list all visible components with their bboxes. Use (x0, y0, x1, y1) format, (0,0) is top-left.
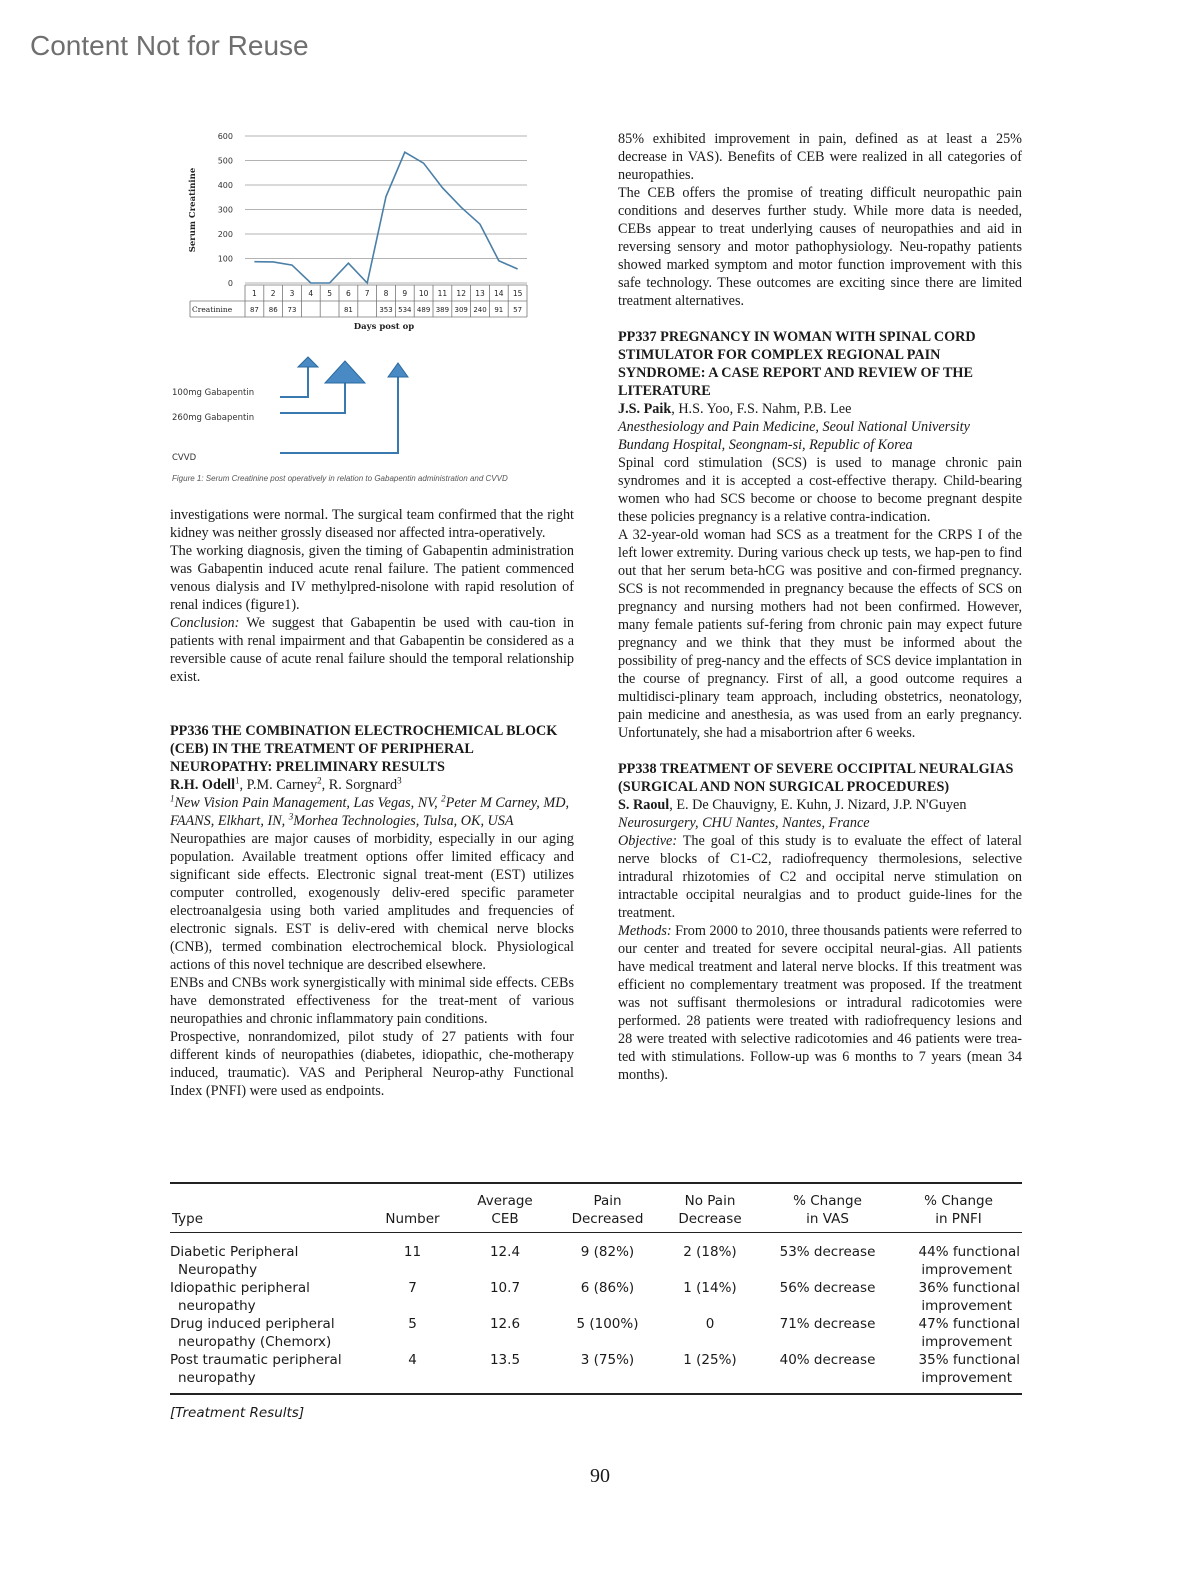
row-label: Creatinine (192, 305, 233, 314)
data-label: 73 (287, 306, 297, 314)
right-column (618, 130, 1022, 1084)
data-label: 534 (398, 306, 412, 314)
number-cell: 4 (408, 1352, 417, 1368)
header-line: Type (172, 1211, 204, 1227)
header-line: CEB (491, 1211, 519, 1227)
header-line: in VAS (806, 1211, 849, 1227)
pp336-title: PP336 THE COMBINATION ELECTROCHEMICAL BLOCK (CEB) IN THE TREATMENT OF PERIPHERAL NEUROPATHY: PRELIMINARY RESULTS (170, 723, 558, 775)
table-row (170, 1315, 1022, 1351)
y-tick-label: 300 (217, 205, 233, 215)
pp336-paragraph: ENBs and CNBs work synergistically with minimal side effects. CEBs have demonstrated effectiveness for the treat-ment of various neuropathies and chronic inflammatory pain conditions. (170, 975, 574, 1027)
legend-gaba260: 260mg Gabapentin (172, 413, 255, 423)
pp338-methods (618, 922, 1022, 1084)
pain-decreased-cell: 9 (82%) (580, 1244, 635, 1260)
x-tick-label: 14 (494, 289, 504, 298)
table-row (170, 1279, 1022, 1315)
avg-ceb-cell: 13.5 (489, 1352, 521, 1368)
pp337-paragraph: Spinal cord stimulation (SCS) is used to manage chronic pain syndromes and it is accepted a cost-effective therapy. Child-bearing women who had SCS become or choose to become pregnant despite these policies pregnancy is a relative contra-indication. (618, 455, 1022, 525)
avg-ceb-cell: 12.6 (489, 1316, 521, 1332)
conclusion-paragraph (170, 614, 574, 686)
pp338-objective (618, 832, 1022, 922)
pp336-affiliations: $^1$New Vision Pain Management, Las Vegas, NV, $^2$Peter M Carney, MD, FAANS, Elkhart, IN, $^3$Morhea Technologies, Tulsa, OK, USA (170, 793, 569, 829)
type-cell (170, 1233, 370, 1280)
table-header-cell (895, 1183, 1022, 1233)
y-tick-label: 100 (217, 254, 233, 264)
x-tick-label: 15 (512, 289, 523, 298)
data-label: 81 (343, 306, 353, 314)
treatment-results-table (170, 1182, 1022, 1395)
pnfi-change-cell (895, 1233, 1022, 1280)
pnfi-line: improvement (921, 1262, 1012, 1278)
left-paragraph: The working diagnosis, given the timing of Gabapentin administration was Gabapentin induced acute renal failure. The patient commenced venous dialysis and IV methylpred-nisolone with rapid resolution of renal indices (figure1). (170, 543, 574, 613)
table-header-cell (170, 1183, 370, 1233)
pp337-title: PP337 PREGNANCY IN WOMAN WITH SPINAL CORD STIMULATOR FOR COMPLEX REGIONAL PAIN SYNDROME: A CASE REPORT AND REVIEW OF THE LITERATURE (618, 329, 976, 399)
pp338-affiliation: Neurosurgery, CHU Nantes, Nantes, France (618, 815, 870, 831)
type-line: neuropathy (178, 1370, 256, 1386)
legend-cvvd: CVVD (172, 453, 197, 463)
page-number: 90 (590, 1465, 610, 1487)
x-tick-label: 5 (327, 289, 332, 298)
y-tick-label: 0 (227, 279, 233, 288)
y-tick-label: 500 (217, 156, 233, 166)
x-axis-label: Days post op (353, 322, 415, 332)
no-pain-decrease-cell: 0 (705, 1316, 715, 1332)
pp337-affiliation: Anesthesiology and Pain Medicine, Seoul National University Bundang Hospital, Seongnam-si, Republic of Korea (618, 419, 970, 453)
x-tick-label: 6 (346, 289, 351, 298)
pnfi-line: improvement (921, 1298, 1012, 1314)
methods-label: Methods: (618, 923, 672, 939)
pp336-affiliation: New Vision Pain Management, Las Vegas, NV, (174, 795, 442, 811)
header-line: in PNFI (935, 1211, 982, 1227)
pp338-authors (618, 796, 1022, 814)
conclusion-label: Conclusion: (170, 615, 240, 631)
table-header-cell (370, 1183, 455, 1233)
x-tick-label: 1 (252, 289, 257, 298)
type-line: Idiopathic peripheral (170, 1280, 310, 1296)
pp337-authors (618, 400, 1022, 418)
type-line: Post traumatic peripheral (170, 1352, 342, 1368)
pnfi-line: improvement (921, 1334, 1012, 1350)
pp336-affiliation: Peter M Carney, MD, FAANS, Elkhart, IN, (170, 795, 569, 829)
x-tick-label: 13 (475, 289, 485, 298)
x-tick-label: 12 (456, 289, 466, 298)
table-header-row (170, 1183, 1022, 1233)
pnfi-change-cell (895, 1351, 1022, 1394)
x-tick-label: 8 (383, 289, 389, 298)
no-pain-decrease-cell: 1 (25%) (683, 1352, 737, 1368)
header-line: Decreased (571, 1211, 644, 1227)
methods-text: From 2000 to 2010, three thousands patients were referred to our center and treated for severe occipital neural-gias. All patients have medical treatment and lateral nerve blocks. If this treatment was efficient no complementary treatment was proposed. If the treatment was not suffisant thermolesions or intradural radicotomies were performed. 28 patients were treated with radiofrequency lesions and 28 were treated with selective radicotomies and 46 patients were trea-ted with stimulations. Follow-up was 6 months to 7 years (mean 34 months). (618, 923, 1022, 1083)
pp336-paragraph: Prospective, nonrandomized, pilot study of 27 patients with four different kinds of neuropathies (diabetes, idiopathic, che-motherapy induced, traumatic). VAS and Peripheral Neurop-athy Functional Index (PNFI) were used as endpoints. (170, 1029, 574, 1099)
header-line: Pain (593, 1193, 622, 1209)
gaba260-arrow (325, 361, 365, 383)
table-header-cell (555, 1183, 660, 1233)
x-tick-label: 9 (402, 289, 408, 298)
legend-gaba100: 100mg Gabapentin (172, 388, 255, 398)
data-label: 353 (379, 306, 393, 314)
pp338-author: , E. De Chauvigny, E. Kuhn, J. Nizard, J.P. N'Guyen (669, 797, 967, 813)
table-row (170, 1351, 1022, 1394)
number-cell: 5 (408, 1316, 417, 1332)
left-column (170, 506, 574, 1100)
data-label: 489 (416, 306, 431, 314)
vas-change-cell: 53% decrease (779, 1244, 876, 1260)
type-line: Neuropathy (178, 1262, 258, 1278)
type-cell (170, 1279, 370, 1315)
cvvd-arrow (388, 363, 408, 377)
type-cell (170, 1351, 370, 1394)
type-line: neuropathy (178, 1298, 256, 1314)
data-label: 309 (454, 306, 468, 314)
pp337-author: , H.S. Yoo, F.S. Nahm, P.B. Lee (671, 401, 852, 417)
pain-decreased-cell: 6 (86%) (580, 1280, 635, 1296)
header-line: Average (477, 1193, 533, 1209)
x-tick-label: 11 (437, 289, 448, 298)
objective-text: The goal of this study is to evaluate the effect of lateral nerve blocks of C1-C2, radiofrequency thermolesions, selective intradural rhizotomies of C2 and occipital nerve stimulation on intractable occipital neuralgias and to product guide-lines for the treatment. (618, 833, 1022, 921)
administration-arrows (270, 355, 430, 465)
pp336-author: , R. Sorgnard (321, 777, 398, 793)
pnfi-line: 36% functional (918, 1280, 1020, 1296)
pp337-paragraph: A 32-year-old woman had SCS as a treatment for the CRPS I of the left lower extremity. During various check up tests, we hap-pen to find out that her serum beta-hCG was positive and con-firmed pregnancy. SCS is not recommended in pregnancy because the effects of SCS on pregnancy and nursing mothers had not been confirmed. However, many female patients suf-fering from chronic pain may expect future pregnancy and we think that they must be informed about the possibility of preg-nancy and the effects of SCS device implantation in the course of pregnancy. First of all, a good outcome requires a multidisci-plinary team approach, including obstetrics, neonatology, pain medicine and anesthesia, as was used from an early pregnancy. Unfortunately, she had a misabortrion after 6 weeks. (618, 527, 1022, 741)
number-cell: 11 (403, 1244, 422, 1260)
type-line: Drug induced peripheral (170, 1316, 335, 1332)
vas-change-cell: 71% decrease (779, 1316, 876, 1332)
right-paragraph: 85% exhibited improvement in pain, defined as at least a 25% decrease in VAS). Benefits of CEB were realized in all categories of neuropathies. (618, 131, 1022, 183)
watermark: Content Not for Reuse (30, 30, 309, 61)
type-line: neuropathy (Chemorx) (178, 1334, 332, 1350)
no-pain-decrease-cell: 2 (18%) (683, 1244, 737, 1260)
avg-ceb-cell: 12.4 (489, 1244, 521, 1260)
x-tick-label: 7 (364, 289, 370, 298)
pp338-title: PP338 TREATMENT OF SEVERE OCCIPITAL NEURALGIAS (SURGICAL AND NON SURGICAL PROCEDURES) (618, 761, 1014, 795)
table-caption: [Treatment Results] (170, 1405, 305, 1421)
series-line (254, 152, 517, 283)
header-line: Decrease (678, 1211, 742, 1227)
x-tick-label: 2 (270, 289, 276, 298)
vas-change-cell: 40% decrease (779, 1352, 876, 1368)
y-axis-label: Serum Creatinine (188, 167, 198, 253)
pp336-author: , P.M. Carney (239, 777, 318, 793)
header-line: % Change (924, 1193, 993, 1209)
pain-decreased-cell: 3 (75%) (580, 1352, 635, 1368)
pp336-authors: R.H. Odell$^1$, P.M. Carney$^2$, R. Sorgnard$^3$ (170, 775, 402, 793)
pp336-affiliation: Morhea Technologies, Tulsa, OK, USA (293, 813, 514, 829)
data-label: 389 (435, 306, 450, 314)
y-tick-label: 200 (217, 230, 233, 239)
data-label: 57 (513, 306, 523, 314)
gaba100-connector (280, 367, 308, 397)
table-header-cell (760, 1183, 895, 1233)
number-cell: 7 (408, 1280, 417, 1296)
pnfi-change-cell (895, 1279, 1022, 1315)
y-tick-label: 600 (217, 132, 233, 141)
cvvd-connector (280, 377, 398, 453)
type-line: Diabetic Peripheral (170, 1244, 299, 1260)
conclusion-text: We suggest that Gabapentin be used with cau-tion in patients with renal impairment and that Gabapentin be considered as a reversible cause of acute renal failure should the temporal relationship exist. (170, 615, 574, 685)
pnfi-change-cell (895, 1315, 1022, 1351)
pp338-lead-author: S. Raoul (618, 797, 670, 813)
vas-change-cell: 56% decrease (779, 1280, 876, 1296)
y-tick-label: 400 (217, 181, 233, 190)
creatinine-chart (185, 128, 535, 338)
table-header-cell (455, 1183, 555, 1233)
gaba100-arrow (298, 357, 318, 367)
pnfi-line: improvement (921, 1370, 1012, 1386)
type-cell (170, 1315, 370, 1351)
data-label: 91 (494, 306, 504, 314)
pnfi-line: 44% functional (918, 1244, 1020, 1260)
header-line: Number (385, 1211, 440, 1227)
header-line: No Pain (684, 1193, 736, 1209)
data-label: 87 (249, 306, 259, 314)
table-row (170, 1233, 1022, 1280)
no-pain-decrease-cell: 1 (14%) (683, 1280, 737, 1296)
data-label: 240 (473, 306, 487, 314)
right-paragraph: The CEB offers the promise of treating difficult neuropathic pain conditions and deserves further study. While more data is needed, CEBs appear to treat underlying causes of neuropathies and aid in reversing sensory and motor pathophysiology. Neu-ropathy patients showed marked symptom and motor function improvement with this safe technology. These outcomes are exciting since there are limited treatment alternatives. (618, 185, 1022, 309)
figure-caption: Figure 1: Serum Creatinine post operatively in relation to Gabapentin administration and CVVD (172, 474, 508, 483)
objective-label: Objective: (618, 833, 678, 849)
pain-decreased-cell: 5 (100%) (576, 1316, 639, 1332)
pp337-lead-author: J.S. Paik (618, 401, 672, 417)
left-paragraph: investigations were normal. The surgical team confirmed that the right kidney was neither grossly diseased nor affected intra-operatively. (170, 507, 574, 541)
pnfi-line: 35% functional (918, 1352, 1020, 1368)
x-tick-label: 10 (418, 289, 429, 298)
pp336-paragraph: Neuropathies are major causes of morbidity, especially in our aging population. Available treatment options offer limited efficacy and significant side effects. Electronic signal treat-ment (EST) utilizes computer controlled, exogenously deliv-ered specific parameter electroanalgesia using both varied amplitudes and frequencies of electronic signals. EST is deliv-ered with chemical nerve blocks (CNB), termed combination electrochemical block. Physiological actions of this novel technique are described elsewhere. (170, 831, 574, 973)
table-body (170, 1233, 1022, 1395)
x-tick-label: 3 (289, 289, 295, 298)
avg-ceb-cell: 10.7 (489, 1280, 521, 1296)
data-label: 86 (268, 306, 278, 314)
pp336-lead-author: R.H. Odell (170, 777, 236, 793)
header-line: % Change (793, 1193, 862, 1209)
pnfi-line: 47% functional (918, 1316, 1020, 1332)
x-tick-label: 4 (308, 289, 314, 298)
table-header-cell (660, 1183, 760, 1233)
